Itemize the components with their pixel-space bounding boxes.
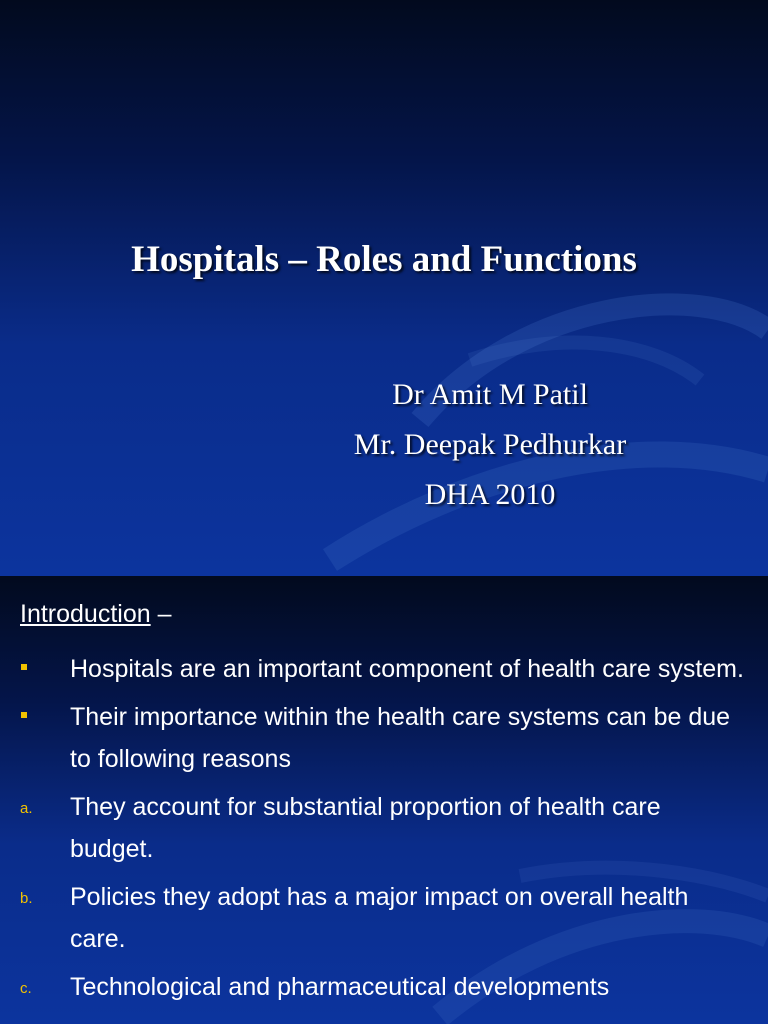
list-item — [0, 966, 768, 1008]
course-label: DHA 2010 — [424, 478, 556, 511]
author-name: Mr. Deepak Pedhurkar — [353, 428, 627, 461]
item-letter: b. — [20, 890, 33, 907]
list-item — [0, 648, 768, 690]
item-text: Hospitals are an important component of health care system. — [70, 655, 744, 683]
item-text: Policies they adopt has a major impact on overall health care. — [70, 883, 689, 953]
item-text: Their importance within the health care systems can be due to following reasons — [70, 703, 731, 773]
intro-slide — [0, 576, 768, 1024]
item-text: They account for substantial proportion of health care budget. — [70, 793, 661, 863]
list-item — [0, 786, 768, 870]
author-name: Dr Amit M Patil — [392, 378, 588, 411]
item-text: Technological and pharmaceutical developments — [70, 973, 610, 1001]
item-letter: a. — [20, 800, 33, 817]
item-letter: c. — [20, 980, 32, 997]
author-block — [250, 370, 730, 520]
section-heading — [20, 600, 172, 629]
square-bullet-icon — [21, 712, 27, 718]
slide-title: Hospitals – Roles and Functions — [131, 239, 637, 280]
list-item — [0, 696, 768, 780]
square-bullet-icon — [21, 664, 27, 670]
heading-text: Introduction — [20, 600, 151, 628]
bullet-list — [0, 648, 768, 1014]
list-item — [0, 876, 768, 960]
heading-dash: – — [150, 600, 172, 628]
